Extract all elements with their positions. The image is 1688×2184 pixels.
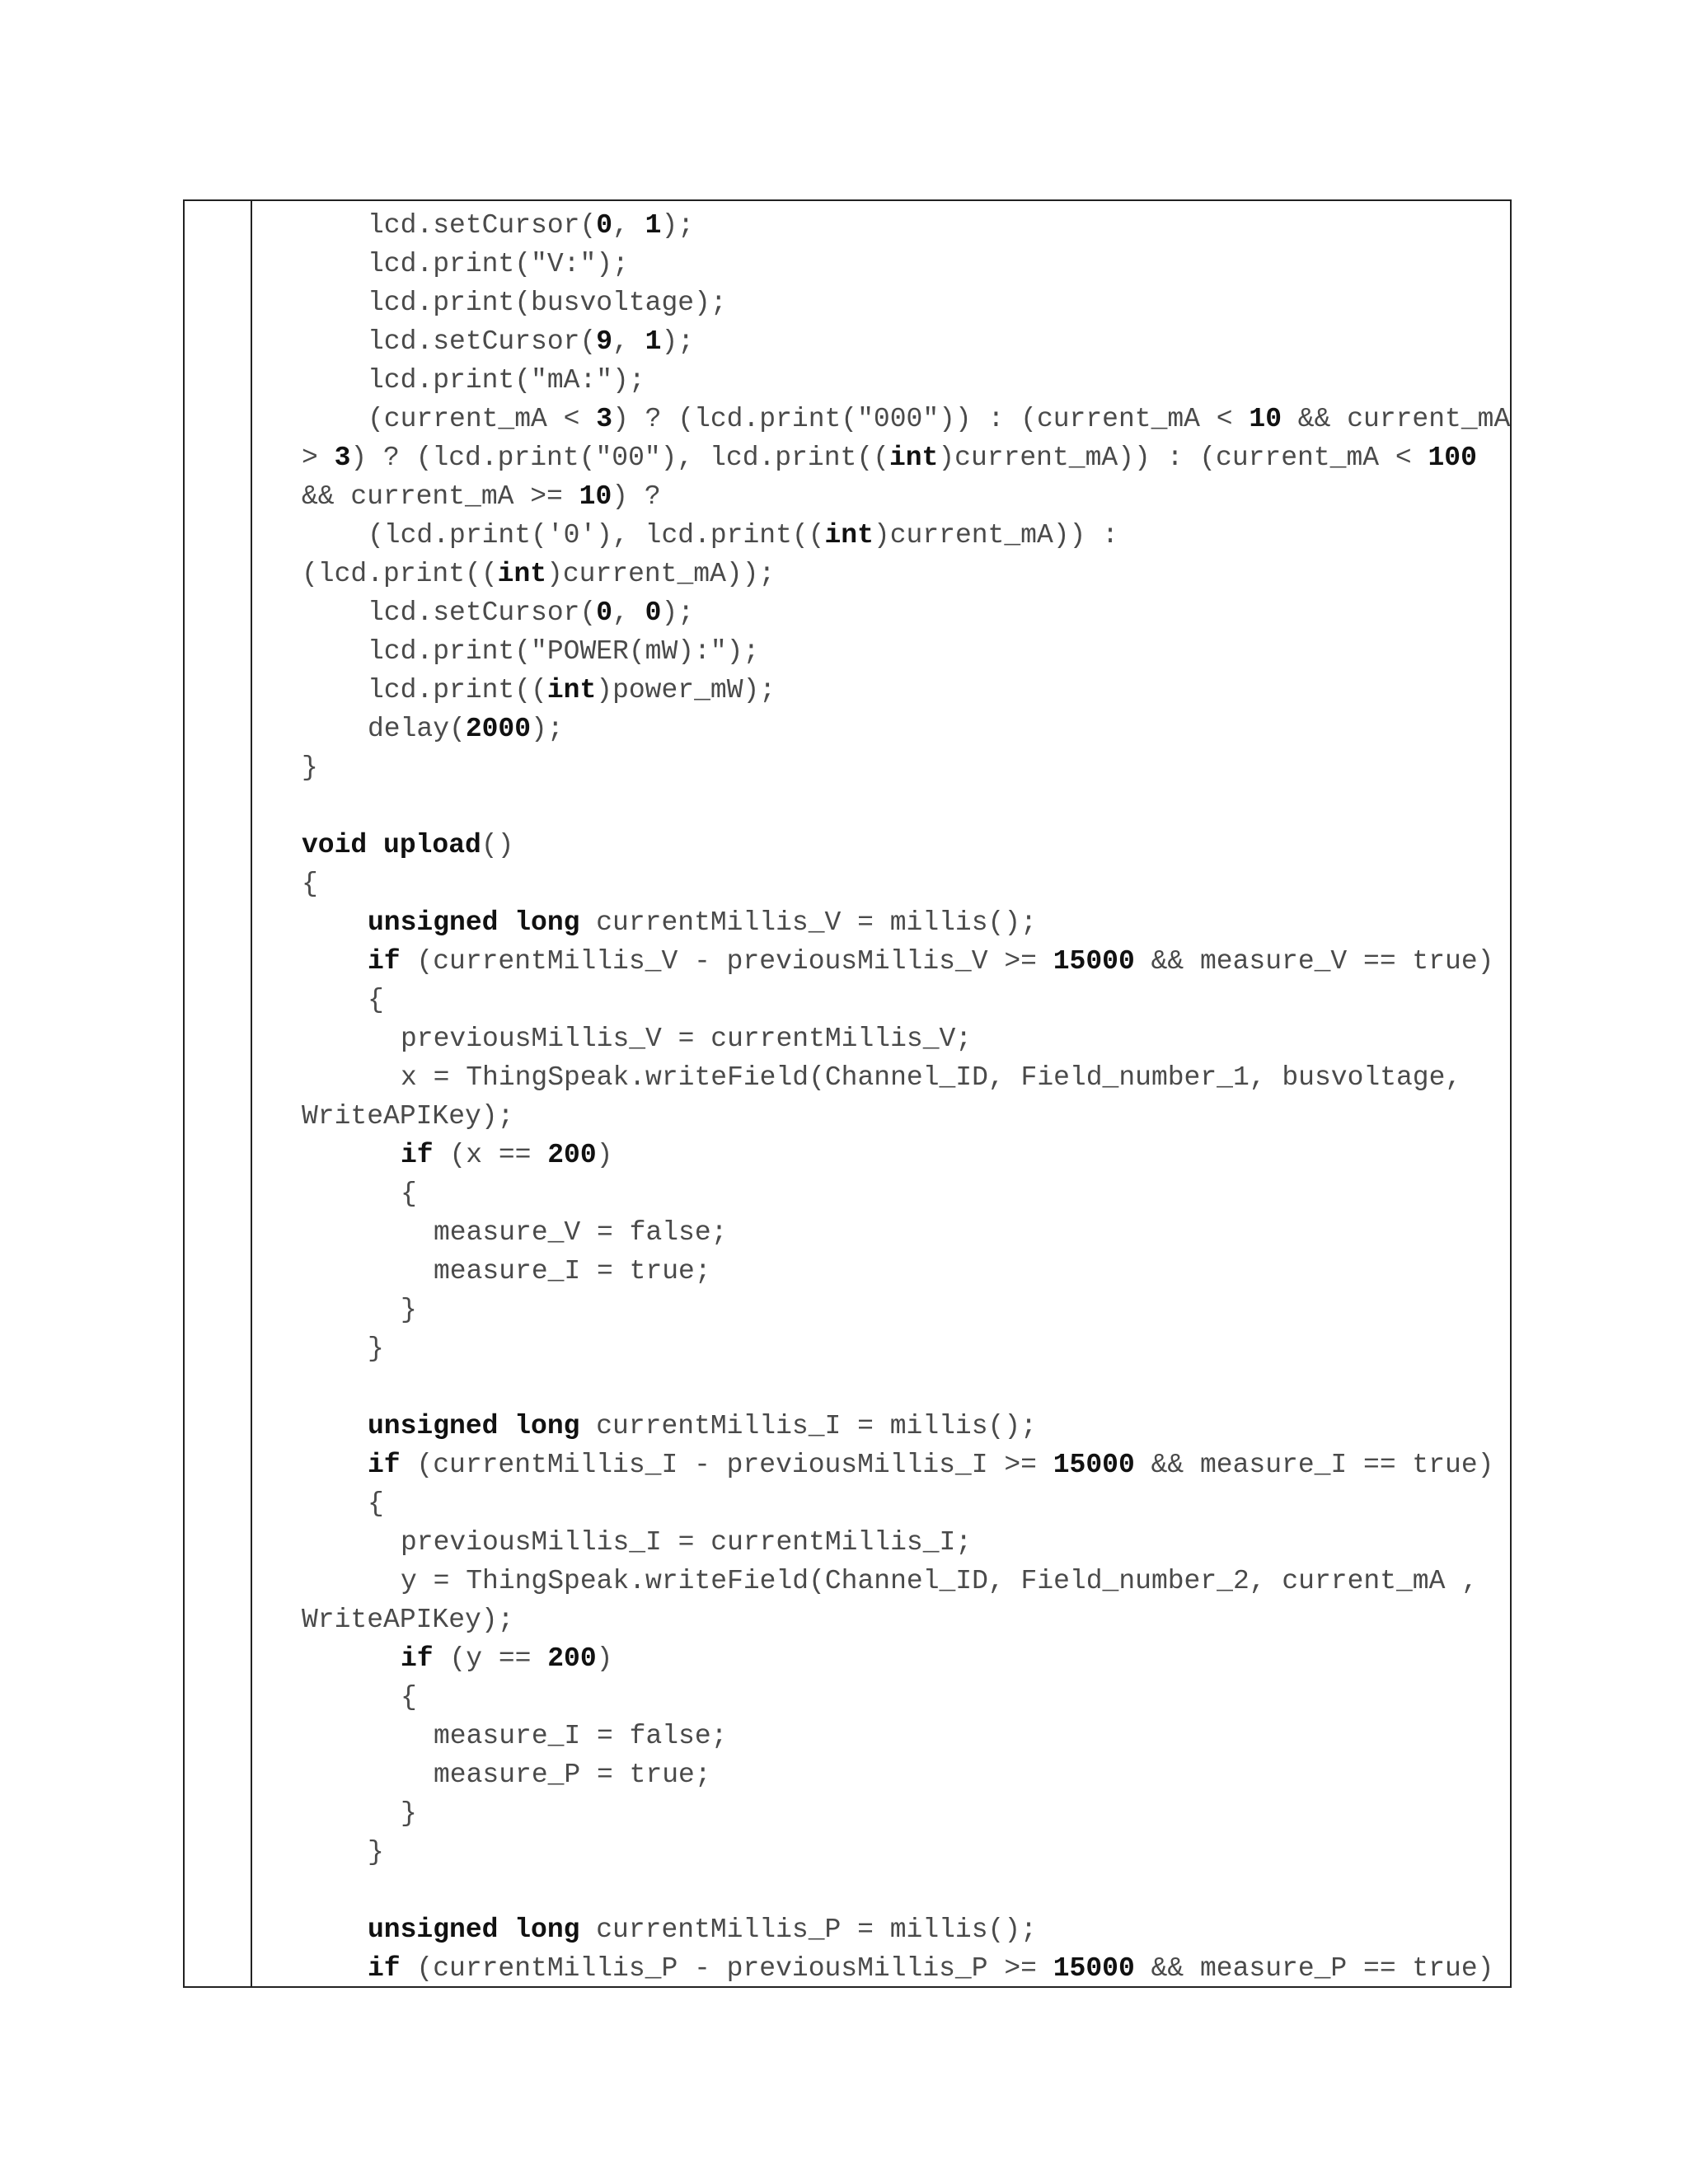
code-text: lcd.print("POWER(mW):"); [368, 636, 760, 667]
code-text: lcd.print("mA:"); [368, 365, 645, 396]
code-text: currentMillis_I = millis(); [579, 1411, 1037, 1441]
code-text: currentMillis_P = millis(); [579, 1915, 1037, 1945]
code-keyword: 15000 [1053, 1450, 1135, 1480]
code-line [368, 1446, 1510, 1484]
code-keyword: 1 [645, 326, 662, 357]
code-text: lcd.setCursor( [368, 210, 597, 241]
code-line [401, 1291, 1510, 1329]
code-keyword: 1 [645, 210, 662, 241]
code-text: (currentMillis_I - previousMillis_I >= [400, 1450, 1053, 1480]
code-keyword: 10 [1249, 404, 1282, 434]
code-text: lcd.print(busvoltage); [368, 288, 727, 318]
code-text: (x == [433, 1140, 548, 1170]
code-keyword: unsigned long [368, 907, 580, 938]
code-line [434, 1213, 1510, 1252]
code-line [368, 1329, 1510, 1368]
code-text: lcd.print(( [368, 675, 547, 705]
code-column [252, 201, 1510, 1986]
code-line [401, 1794, 1510, 1833]
code-text: && measure_I == true) [1134, 1450, 1494, 1480]
code-keyword: 2000 [465, 714, 532, 744]
code-line [368, 284, 1510, 322]
code-line [368, 1910, 1510, 1949]
code-line [368, 710, 1510, 748]
code-text: } [401, 1295, 417, 1325]
code-text: } [368, 1333, 384, 1364]
code-text: measure_I = true; [434, 1256, 711, 1286]
code-line [368, 516, 1510, 555]
code-text: { [368, 985, 384, 1015]
code-text: } [401, 1798, 417, 1829]
code-line [302, 1872, 1510, 1910]
code-line [368, 1949, 1510, 1986]
code-keyword: 3 [596, 404, 613, 434]
code-text: { [368, 1488, 384, 1519]
code-text: lcd.setCursor( [368, 598, 597, 628]
code-keyword: if [368, 1450, 401, 1480]
code-line [401, 1562, 1510, 1601]
code-text: )current_mA)); [546, 559, 776, 589]
code-text: (lcd.print('0'), lcd.print(( [368, 520, 825, 551]
code-line [368, 361, 1510, 400]
code-text: delay( [368, 714, 466, 744]
code-text: )power_mW); [596, 675, 776, 705]
code-text: ); [661, 598, 695, 628]
code-keyword: int [889, 443, 939, 473]
code-text: && measure_P == true) [1134, 1953, 1494, 1984]
code-line [302, 865, 1510, 903]
code-line [401, 1639, 1510, 1678]
code-text: , [612, 598, 645, 628]
code-keyword: 0 [596, 210, 613, 241]
code-keyword: 15000 [1053, 946, 1135, 977]
code-text: ) ? [612, 481, 661, 512]
code-text: (currentMillis_V - previousMillis_V >= [400, 946, 1053, 977]
code-text: && measure_V == true) [1134, 946, 1494, 977]
code-text: x = ThingSpeak.writeField(Channel_ID, Field_number_1, busvoltage, [401, 1062, 1462, 1093]
code-text: previousMillis_I = currentMillis_I; [401, 1527, 973, 1558]
code-keyword: unsigned long [368, 1915, 580, 1945]
code-text: ) [596, 1643, 613, 1674]
code-line [368, 322, 1510, 361]
code-text: WriteAPIKey); [302, 1605, 514, 1635]
code-line [401, 1136, 1510, 1174]
code-line [401, 1174, 1510, 1213]
code-text: (current_mA < [368, 404, 597, 434]
code-line [368, 400, 1510, 438]
code-text: } [302, 752, 318, 783]
code-line [368, 1833, 1510, 1872]
code-text: y = ThingSpeak.writeField(Channel_ID, Field_number_2, current_mA , [401, 1566, 1479, 1596]
code-text: () [481, 830, 514, 860]
code-text: measure_I = false; [434, 1721, 728, 1751]
code-text: && current_mA [1282, 404, 1510, 434]
code-line [368, 981, 1510, 1019]
code-line [401, 1058, 1510, 1097]
code-keyword: 10 [579, 481, 612, 512]
code-text: ) [596, 1140, 613, 1170]
code-text: ) ? (lcd.print("000")) : (current_mA < [612, 404, 1250, 434]
code-keyword: 3 [334, 443, 351, 473]
code-text: )current_mA)) : [873, 520, 1118, 551]
code-keyword: 0 [596, 598, 613, 628]
code-text: , [612, 210, 645, 241]
code-keyword: 200 [547, 1140, 597, 1170]
code-line [401, 1019, 1510, 1058]
code-keyword: if [368, 946, 401, 977]
code-keyword: 0 [645, 598, 662, 628]
code-line [368, 1407, 1510, 1446]
code-text: ); [531, 714, 564, 744]
code-keyword: 15000 [1053, 1953, 1135, 1984]
code-text: (y == [433, 1643, 548, 1674]
code-keyword: 200 [547, 1643, 597, 1674]
line-number-column [185, 201, 252, 1986]
code-keyword: int [824, 520, 874, 551]
code-line [302, 1368, 1510, 1407]
code-line [302, 1601, 1510, 1639]
code-keyword: if [401, 1643, 434, 1674]
code-text: ); [661, 326, 695, 357]
code-text: ); [661, 210, 695, 241]
code-text: lcd.print("V:"); [368, 249, 629, 279]
code-text: , [612, 326, 645, 357]
code-keyword: 100 [1428, 443, 1477, 473]
code-line [368, 671, 1510, 710]
code-text: measure_V = false; [434, 1217, 728, 1248]
code-text: { [401, 1682, 417, 1713]
code-line [368, 1484, 1510, 1523]
code-text: lcd.setCursor( [368, 326, 597, 357]
code-text: (currentMillis_P - previousMillis_P >= [400, 1953, 1053, 1984]
code-text: { [401, 1179, 417, 1209]
code-line [434, 1717, 1510, 1755]
code-text: ) ? (lcd.print("00"), lcd.print(( [350, 443, 889, 473]
code-line [368, 245, 1510, 284]
code-text: (lcd.print(( [302, 559, 498, 589]
code-line [434, 1755, 1510, 1794]
code-keyword: unsigned long [368, 1411, 580, 1441]
code-text: } [368, 1837, 384, 1868]
code-listing-table [183, 199, 1512, 1988]
code-line [401, 1678, 1510, 1717]
code-keyword: int [497, 559, 547, 589]
code-line [302, 477, 1510, 516]
code-line [302, 1097, 1510, 1136]
code-keyword: if [368, 1953, 401, 1984]
code-text: measure_P = true; [434, 1760, 711, 1790]
code-text: previousMillis_V = currentMillis_V; [401, 1024, 973, 1054]
code-line [302, 748, 1510, 787]
code-line [302, 438, 1510, 477]
code-keyword: 9 [596, 326, 613, 357]
code-line [302, 787, 1510, 826]
code-line [368, 206, 1510, 245]
code-line [302, 555, 1510, 593]
code-text: currentMillis_V = millis(); [579, 907, 1037, 938]
code-line [368, 632, 1510, 671]
code-text: { [302, 869, 318, 899]
code-line [368, 903, 1510, 942]
code-text: && current_mA >= [302, 481, 579, 512]
code-keyword: if [401, 1140, 434, 1170]
code-text: )current_mA)) : (current_mA < [938, 443, 1428, 473]
code-keyword: int [546, 675, 597, 705]
code-line [302, 826, 1510, 865]
code-keyword: void upload [302, 830, 481, 860]
code-line [368, 593, 1510, 632]
code-line [368, 942, 1510, 981]
code-text: WriteAPIKey); [302, 1101, 514, 1132]
code-text: > [302, 443, 335, 473]
code-line [434, 1252, 1510, 1291]
code-line [401, 1523, 1510, 1562]
